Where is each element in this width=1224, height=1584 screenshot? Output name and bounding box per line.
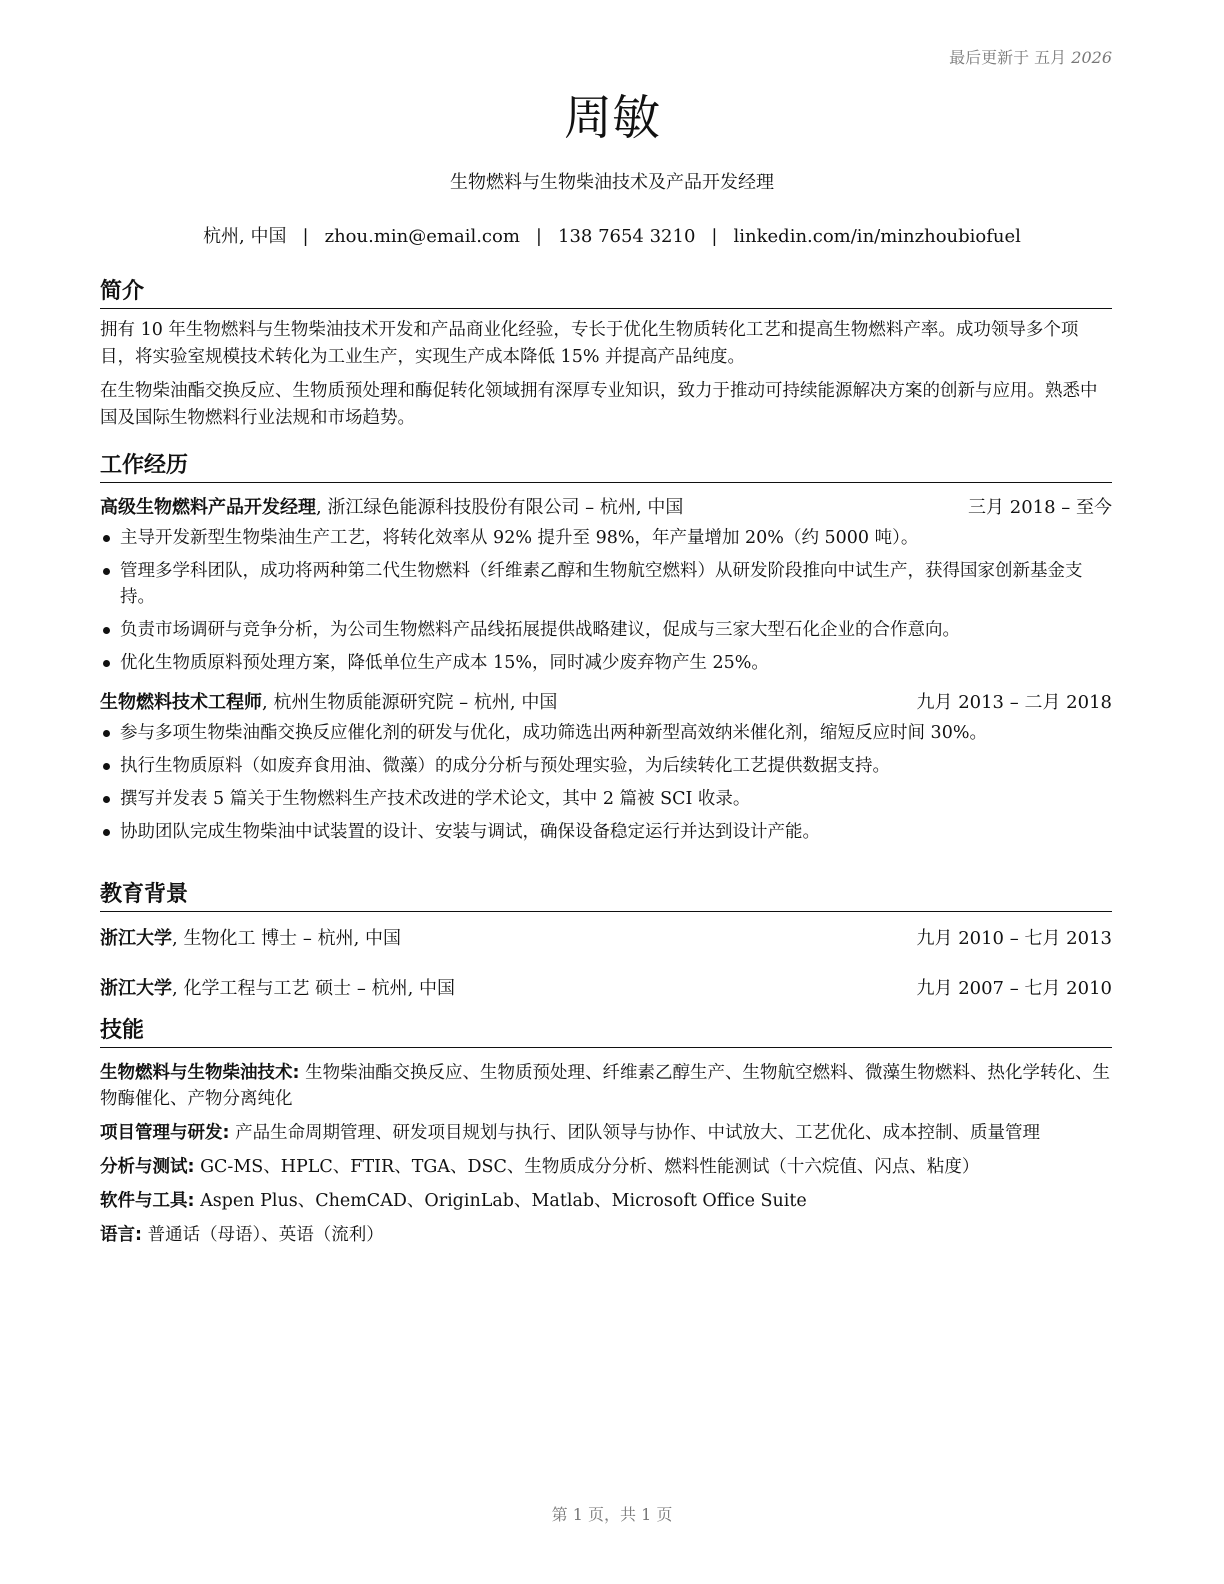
education-detail: , 化学工程与工艺 硕士 – 杭州, 中国 — [172, 978, 456, 999]
skill-row — [100, 1154, 1112, 1180]
job-bullet: 优化生物质原料预处理方案，降低单位生产成本 15%，同时减少废弃物产生 25%。 — [100, 650, 1112, 676]
education-detail: , 生物化工 博士 – 杭州, 中国 — [172, 928, 402, 949]
skill-row — [100, 1188, 1112, 1214]
job-title-line — [100, 690, 557, 716]
skill-value: 普通话（母语）、英语（流利） — [142, 1225, 384, 1245]
skill-value: 生物柴油酯交换反应、生物质预处理、纤维素乙醇生产、生物航空燃料、微藻生物燃料、热化学转化、生物酶催化、产物分离纯化 — [100, 1063, 1111, 1109]
job-bullet: 负责市场调研与竞争分析，为公司生物燃料产品线拓展提供战略建议，促成与三家大型石化企业的合作意向。 — [100, 617, 1112, 643]
skills-title: 技能 — [100, 1017, 1112, 1048]
contact-linkedin[interactable]: linkedin.com/in/minzhoubiofuel — [733, 226, 1021, 247]
skills-section — [100, 1017, 1112, 1248]
last-updated-month: 五月 — [1034, 48, 1067, 67]
job-bullets — [100, 525, 1112, 676]
skill-label: 语言: — [100, 1225, 142, 1245]
page-footer: 第 1 页，共 1 页 — [551, 1505, 673, 1524]
skill-label: 软件与工具: — [100, 1191, 195, 1211]
job-entry — [100, 495, 1112, 676]
skill-value: GC-MS、HPLC、FTIR、TGA、DSC、生物质成分分析、燃料性能测试（十六烷值、闪点、粘度） — [194, 1157, 980, 1177]
contact-phone: 138 7654 3210 — [558, 226, 696, 247]
job-bullet: 执行生物质原料（如废弃食用油、微藻）的成分分析与预处理实验，为后续转化工艺提供数据支持。 — [100, 753, 1112, 779]
summary-paragraph: 拥有 10 年生物燃料与生物柴油技术开发和产品商业化经验，专长于优化生物质转化工艺和提高生物燃料产率。成功领导多个项目，将实验室规模技术转化为工业生产，实现生产成本降低 15% 并提高产品纯度。 — [100, 320, 1079, 367]
contact-line — [0, 225, 1224, 249]
last-updated-prefix: 最后更新于 — [949, 48, 1030, 67]
skill-label: 分析与测试: — [100, 1157, 195, 1177]
education-dates: 九月 2007 – 七月 2010 — [916, 978, 1112, 999]
job-org: , 杭州生物质能源研究院 – 杭州, 中国 — [262, 692, 558, 713]
job-dates: 三月 2018 – 至今 — [968, 497, 1112, 518]
contact-location: 杭州, 中国 — [203, 226, 287, 247]
education-entry — [100, 976, 1112, 1002]
education-title: 教育背景 — [100, 881, 1112, 912]
candidate-headline: 生物燃料与生物柴油技术及产品开发经理 — [450, 172, 774, 193]
last-updated-year: 2026 — [1071, 48, 1112, 67]
job-bullet: 主导开发新型生物柴油生产工艺，将转化效率从 92% 提升至 98%，年产量增加 20%（约 5000 吨）。 — [100, 525, 1112, 551]
job-dates: 九月 2013 – 二月 2018 — [916, 692, 1112, 713]
education-line — [100, 976, 455, 1002]
skill-row — [100, 1060, 1112, 1112]
summary-title: 简介 — [100, 278, 1112, 309]
last-updated — [949, 45, 1112, 68]
education-school: 浙江大学 — [100, 928, 172, 949]
skill-row — [100, 1222, 1112, 1248]
skill-row — [100, 1120, 1112, 1146]
job-bullets — [100, 720, 1112, 845]
job-header — [100, 690, 1112, 716]
job-role: 生物燃料技术工程师 — [100, 692, 262, 713]
summary-paragraph: 在生物柴油酯交换反应、生物质预处理和酶促转化领域拥有深厚专业知识，致力于推动可持续能源解决方案的创新与应用。熟悉中国及国际生物燃料行业法规和市场趋势。 — [100, 381, 1098, 428]
job-entry — [100, 690, 1112, 845]
skill-value: Aspen Plus、ChemCAD、OriginLab、Matlab、Microsoft Office Suite — [194, 1191, 807, 1211]
experience-title: 工作经历 — [100, 452, 1112, 483]
job-bullet: 参与多项生物柴油酯交换反应催化剂的研发与优化，成功筛选出两种新型高效纳米催化剂，缩短反应时间 30%。 — [100, 720, 1112, 746]
skill-value: 产品生命周期管理、研发项目规划与执行、团队领导与协作、中试放大、工艺优化、成本控制、质量管理 — [229, 1123, 1041, 1143]
candidate-name: 周敏 — [563, 90, 660, 146]
contact-separator: | — [535, 226, 542, 247]
job-role: 高级生物燃料产品开发经理 — [100, 497, 316, 518]
summary-section — [100, 278, 1112, 432]
job-org: , 浙江绿色能源科技股份有限公司 – 杭州, 中国 — [316, 497, 684, 518]
education-section — [100, 881, 1112, 1002]
job-bullet: 协助团队完成生物柴油中试装置的设计、安装与调试，确保设备稳定运行并达到设计产能。 — [100, 819, 1112, 845]
contact-email[interactable]: zhou.min@email.com — [324, 226, 520, 247]
job-bullet: 管理多学科团队，成功将两种第二代生物燃料（纤维素乙醇和生物航空燃料）从研发阶段推向中试生产，获得国家创新基金支持。 — [100, 558, 1112, 610]
contact-separator: | — [711, 226, 718, 247]
job-bullet: 撰写并发表 5 篇关于生物燃料生产技术改进的学术论文，其中 2 篇被 SCI 收录。 — [100, 786, 1112, 812]
job-header — [100, 495, 1112, 521]
education-line — [100, 926, 401, 952]
skill-label: 生物燃料与生物柴油技术: — [100, 1063, 300, 1083]
contact-separator: | — [302, 226, 309, 247]
education-entry — [100, 926, 1112, 952]
skill-label: 项目管理与研发: — [100, 1123, 230, 1143]
education-school: 浙江大学 — [100, 978, 172, 999]
job-title-line — [100, 495, 683, 521]
education-dates: 九月 2010 – 七月 2013 — [916, 928, 1112, 949]
experience-section — [100, 452, 1112, 852]
